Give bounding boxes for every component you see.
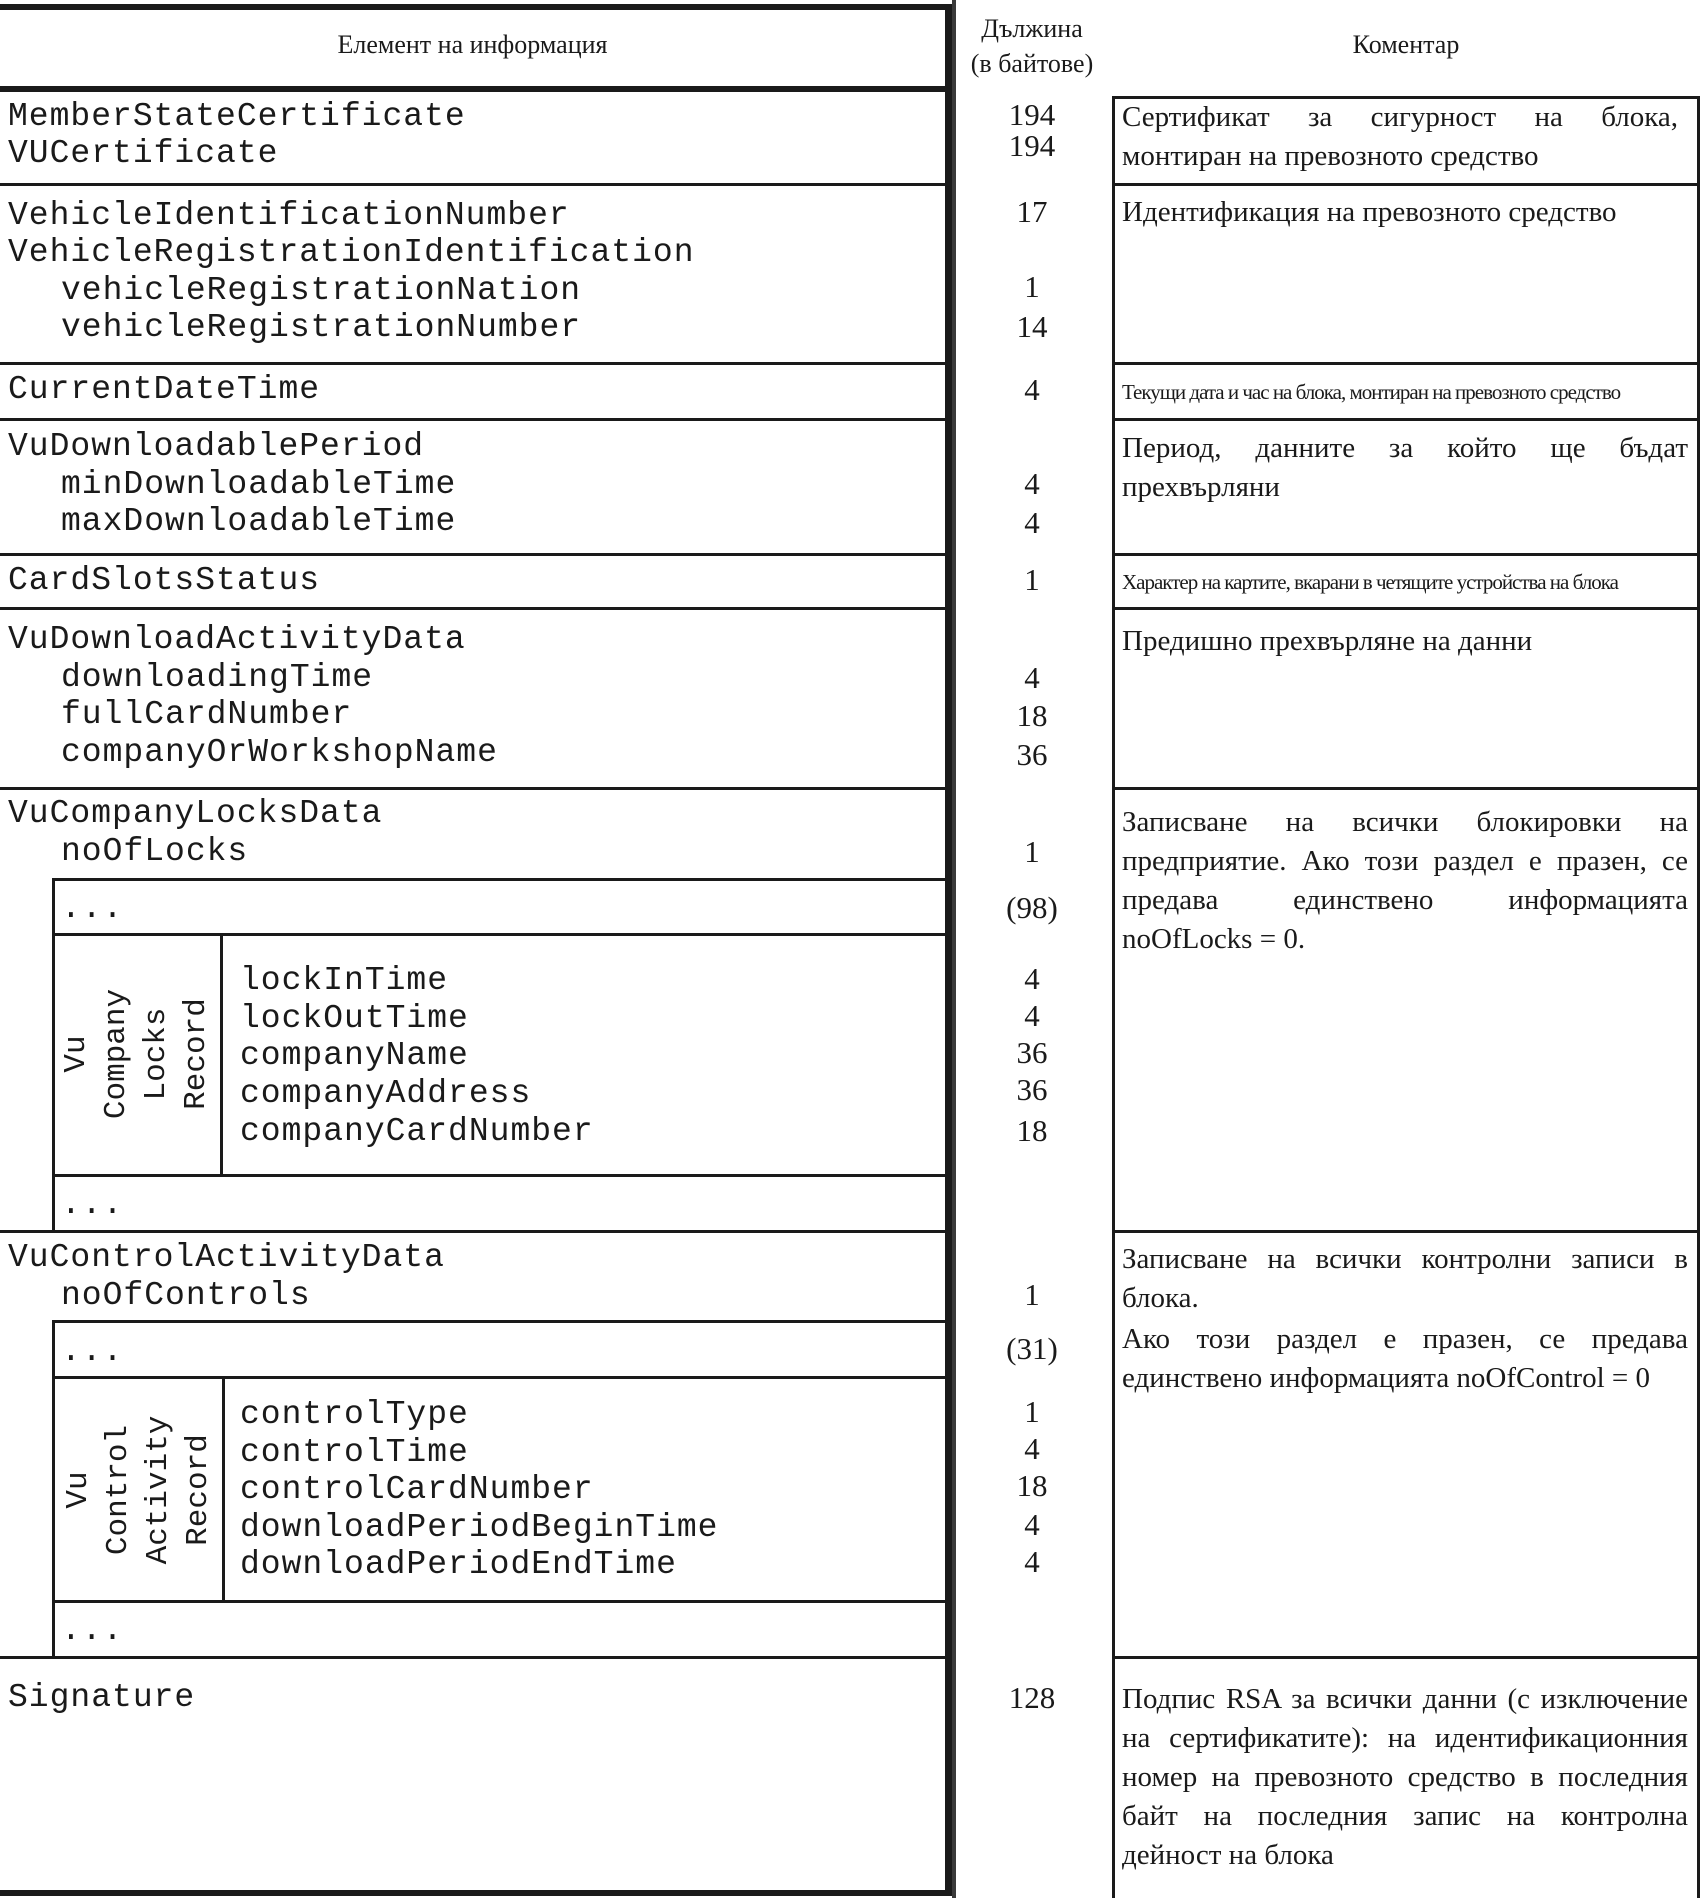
length-value: 1 — [1024, 1277, 1040, 1312]
column-gutter — [952, 0, 956, 1898]
row-separator — [0, 418, 948, 421]
table-top-border — [0, 4, 952, 10]
row-separator — [0, 362, 948, 365]
comment-download-activity: Предишно прехвърляне на данни — [1122, 625, 1533, 657]
field-name: CurrentDateTime — [8, 371, 321, 408]
controls-record-bottom — [52, 1600, 948, 1603]
field-name: CardSlotsStatus — [8, 562, 321, 599]
length-value: 4 — [1024, 961, 1040, 996]
comment-separator — [1112, 418, 1700, 421]
field-name: MemberStateCertificate — [8, 98, 466, 135]
field-name: downloadPeriodBeginTime — [240, 1509, 719, 1546]
controls-record-divider — [222, 1376, 225, 1602]
field-name: companyName — [240, 1037, 469, 1074]
ellipsis: ... — [61, 1612, 124, 1649]
locks-record-label: Vu Company Locks Record — [59, 988, 214, 1120]
controls-box-top — [52, 1320, 948, 1323]
length-value: 1 — [1024, 834, 1040, 869]
length-value: 36 — [1016, 737, 1048, 772]
row-separator — [0, 1656, 948, 1659]
length-column-header-line2: (в байтове) — [970, 49, 1094, 78]
comment-column-left-border — [1112, 96, 1115, 1898]
field-name: VuControlActivityData — [8, 1239, 445, 1276]
field-name: noOfLocks — [61, 833, 249, 870]
comment-separator — [1112, 1656, 1700, 1659]
length-value: 4 — [1024, 1507, 1040, 1542]
comment-card-slots: Характер на картите, вкарани в четящите устройства на блока — [1122, 570, 1618, 594]
field-name: lockOutTime — [240, 1000, 469, 1037]
length-value: 4 — [1024, 1544, 1040, 1579]
comment-column-header: Коментар — [1352, 30, 1460, 59]
field-name: noOfControls — [61, 1277, 311, 1314]
comment-separator — [1112, 1230, 1700, 1233]
length-value: 17 — [1016, 194, 1048, 229]
field-name: companyCardNumber — [240, 1113, 594, 1150]
length-value: 194 — [1008, 97, 1056, 132]
field-name: maxDownloadableTime — [61, 503, 457, 540]
header-separator — [0, 86, 952, 92]
length-value: 4 — [1024, 505, 1040, 540]
length-value: 4 — [1024, 998, 1040, 1033]
field-name: controlType — [240, 1396, 469, 1433]
table-bottom-border — [0, 1890, 952, 1896]
length-value: 4 — [1024, 466, 1040, 501]
row-separator — [0, 183, 948, 186]
comment-separator — [1112, 362, 1700, 365]
field-name: minDownloadableTime — [61, 466, 457, 503]
length-value: 36 — [1016, 1035, 1048, 1070]
comment-current-date-time: Текущи дата и час на блока, монтиран на превозното средство — [1122, 380, 1621, 404]
field-name: companyOrWorkshopName — [61, 734, 498, 771]
field-name: vehicleRegistrationNumber — [61, 309, 582, 346]
row-separator — [0, 607, 948, 610]
comment-vehicle: Идентификация на превозното средство — [1122, 196, 1617, 228]
row-separator — [0, 787, 948, 790]
length-value: 18 — [1016, 1113, 1048, 1148]
length-value: 128 — [1008, 1680, 1056, 1715]
field-name: VUCertificate — [8, 135, 279, 172]
length-value: 14 — [1016, 309, 1048, 344]
length-value: 18 — [1016, 1468, 1048, 1503]
locks-box-top — [52, 878, 948, 881]
locks-record-bottom — [52, 1174, 948, 1177]
ellipsis: ... — [61, 890, 124, 927]
field-name: VehicleRegistrationIdentification — [8, 234, 695, 271]
length-value: 1 — [1024, 1394, 1040, 1429]
element-column-right-border — [945, 4, 952, 1896]
controls-box-left — [52, 1320, 55, 1658]
controls-record-top — [52, 1376, 948, 1379]
locks-record-divider — [220, 933, 223, 1176]
field-name: companyAddress — [240, 1075, 532, 1112]
comment-signature: Подпис RSA за всички данни (с изключение на сертификатите): на идентификационния номер на превозното средство в последния байт на последния запис на контролна дейност на блока — [1122, 1683, 1688, 1871]
length-value: 4 — [1024, 660, 1040, 695]
field-name: controlTime — [240, 1434, 469, 1471]
row-separator — [0, 1230, 948, 1233]
length-value: 4 — [1024, 1431, 1040, 1466]
comment-separator — [1112, 183, 1700, 186]
field-name: controlCardNumber — [240, 1471, 594, 1508]
comment-certificates: Сертификат за сигурност на блока, монтиран на превозното средство — [1122, 101, 1678, 172]
length-value: 36 — [1016, 1072, 1048, 1107]
comment-control-activity-2: Ако този раздел е празен, се предава единствено информацията noOfControl = 0 — [1122, 1323, 1688, 1394]
length-column-header-line1: Дължина — [981, 14, 1083, 43]
comment-downloadable-period: Период, данните за който ще бъдат прехвърляни — [1122, 432, 1688, 503]
row-separator — [0, 553, 948, 556]
comment-separator — [1112, 787, 1700, 790]
field-name: VuCompanyLocksData — [8, 795, 383, 832]
field-name: fullCardNumber — [61, 696, 353, 733]
field-name: VuDownloadablePeriod — [8, 428, 425, 465]
comment-separator — [1112, 553, 1700, 556]
control-record-label: Vu Control Activity Record — [61, 1415, 216, 1565]
field-name: downloadingTime — [61, 659, 374, 696]
length-value: 194 — [1008, 128, 1056, 163]
comment-company-locks: Записване на всички блокировки на предприятие. Ако този раздел е празен, се предава единствено информацията noOfLocks = 0. — [1122, 806, 1688, 955]
field-name: Signature — [8, 1679, 196, 1716]
length-value: (98) — [1006, 890, 1058, 925]
locks-box-left — [52, 878, 55, 1232]
locks-record-top — [52, 933, 948, 936]
field-name: lockInTime — [240, 962, 449, 999]
field-name: vehicleRegistrationNation — [61, 272, 582, 309]
element-column-header: Елемент на информация — [337, 30, 608, 59]
length-value: (31) — [1006, 1331, 1058, 1366]
length-value: 18 — [1016, 698, 1048, 733]
field-name: VehicleIdentificationNumber — [8, 197, 570, 234]
length-value: 4 — [1024, 372, 1040, 407]
ellipsis: ... — [61, 1186, 124, 1223]
comment-separator — [1112, 607, 1700, 610]
comment-control-activity-1: Записване на всички контролни записи в блока. — [1122, 1243, 1688, 1314]
field-name: downloadPeriodEndTime — [240, 1546, 677, 1583]
field-name: VuDownloadActivityData — [8, 621, 466, 658]
length-value: 1 — [1024, 269, 1040, 304]
ellipsis: ... — [61, 1333, 124, 1370]
length-value: 1 — [1024, 562, 1040, 597]
